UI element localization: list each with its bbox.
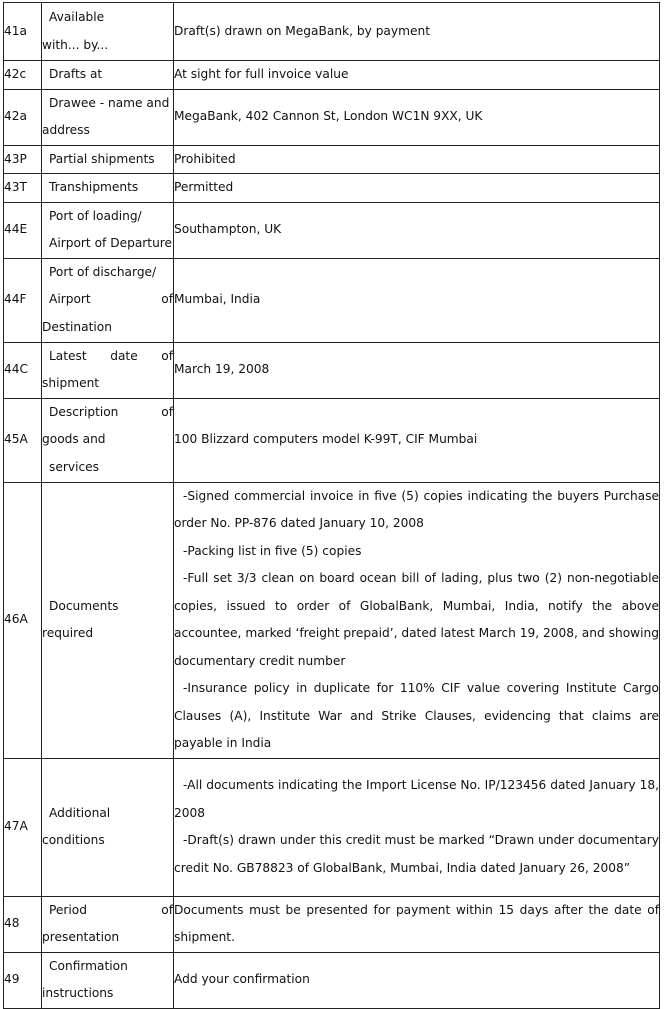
value-paragraph: -All documents indicating the Import License No. IP/123456 dated January 18, 2008: [174, 778, 659, 820]
value-paragraph: -Insurance policy in duplicate for 110% CIF value covering Institute Cargo Clauses (A), Institute War and Strike Clauses, evidencing that claims are payable in India: [174, 681, 659, 750]
field-name: Description of goods and services: [42, 398, 174, 482]
field-name: Confirmation instructions: [42, 952, 174, 1008]
field-code: 45A: [4, 398, 42, 482]
value-paragraph: -Packing list in five (5) copies: [183, 543, 362, 558]
field-name: Available with... by...: [42, 3, 174, 61]
field-value: [174, 758, 660, 896]
field-code: 43T: [4, 174, 42, 203]
field-code: 44E: [4, 202, 42, 258]
field-name: Transhipments: [42, 174, 174, 203]
field-code: 49: [4, 952, 42, 1008]
field-code: 43P: [4, 145, 42, 174]
table-row: [4, 258, 660, 342]
field-code: 44C: [4, 342, 42, 398]
field-value: Permitted: [174, 174, 660, 203]
field-name: Port of discharge/ Airport of Destination: [42, 258, 174, 342]
field-name: Latest date of shipment: [42, 342, 174, 398]
letter-of-credit-table: [3, 2, 660, 1009]
value-paragraph: -Draft(s) drawn under this credit must be marked “Drawn under documentary credit No. GB78823 of GlobalBank, Mumbai, India dated January 26, 2008”: [174, 833, 659, 875]
field-code: 42a: [4, 89, 42, 145]
field-value: At sight for full invoice value: [174, 61, 660, 90]
table-row: [4, 145, 660, 174]
field-code: 47A: [4, 758, 42, 896]
field-name: Additional conditions: [42, 758, 174, 896]
table-row: [4, 398, 660, 482]
table-row: [4, 758, 660, 896]
field-code: 41a: [4, 3, 42, 61]
field-value: March 19, 2008: [174, 342, 660, 398]
field-name: Drafts at: [42, 61, 174, 90]
field-name: Documents required: [42, 482, 174, 758]
field-code: 42c: [4, 61, 42, 90]
field-value: Mumbai, India: [174, 258, 660, 342]
table-row: [4, 174, 660, 203]
table-row: [4, 202, 660, 258]
field-name: Port of loading/ Airport of Departure: [42, 202, 174, 258]
table-row: [4, 61, 660, 90]
table-row: [4, 952, 660, 1008]
table-row: [4, 89, 660, 145]
field-code: 44F: [4, 258, 42, 342]
field-value: 100 Blizzard computers model K-99T, CIF Mumbai: [174, 398, 660, 482]
field-name: Period of presentation: [42, 896, 174, 952]
field-code: 48: [4, 896, 42, 952]
field-value: Draft(s) drawn on MegaBank, by payment: [174, 3, 660, 61]
field-value: Prohibited: [174, 145, 660, 174]
field-value: MegaBank, 402 Cannon St, London WC1N 9XX, UK: [174, 89, 660, 145]
field-code: 46A: [4, 482, 42, 758]
field-value: Documents must be presented for payment within 15 days after the date of shipment.: [174, 896, 660, 952]
table-row: [4, 482, 660, 758]
table-row: [4, 896, 660, 952]
field-value: [174, 482, 660, 758]
field-name: Partial shipments: [42, 145, 174, 174]
field-value: Add your confirmation: [174, 952, 660, 1008]
table-row: [4, 342, 660, 398]
value-paragraph: -Signed commercial invoice in five (5) copies indicating the buyers Purchase order No. PP-876 dated January 10, 2008: [174, 488, 659, 530]
table-row: [4, 3, 660, 61]
value-paragraph: -Full set 3/3 clean on board ocean bill of lading, plus two (2) non-negotiable copies, issued to order of GlobalBank, Mumbai, India, notify the above accountee, marked ‘freight prepaid’, dated latest March 19, 2008, and showing documentary credit number: [174, 571, 659, 668]
field-name: Drawee - name and address: [42, 89, 174, 145]
field-value: Southampton, UK: [174, 202, 660, 258]
